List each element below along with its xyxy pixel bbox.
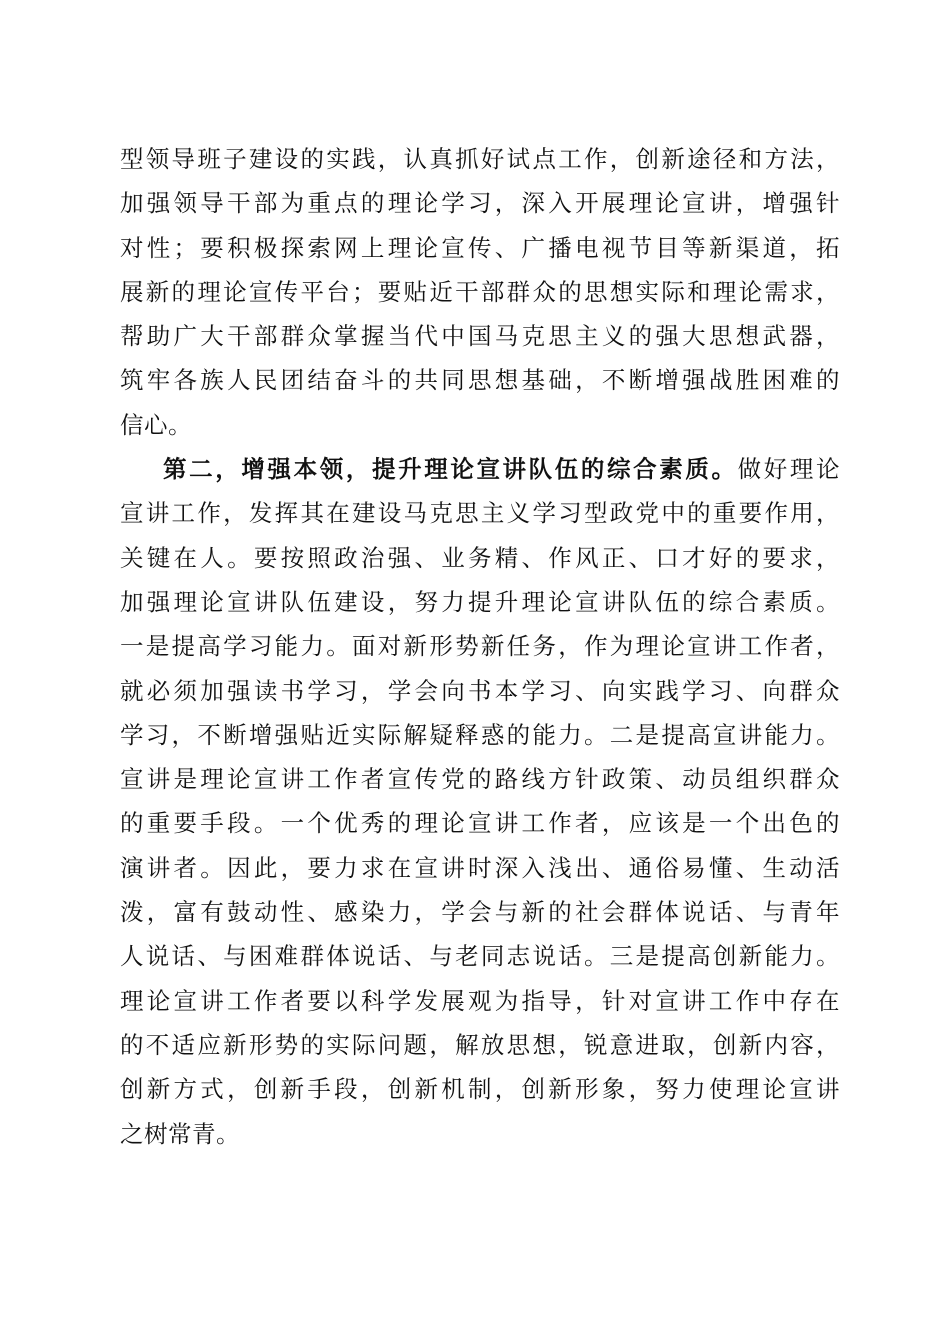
text-line: 信心。 xyxy=(120,410,192,439)
text-line: 关键在人。要按照政治强、业务精、作风正、口才好的要求， xyxy=(120,543,840,572)
text-line: 泼，富有鼓动性、感染力，学会与新的社会群体说话、与青年 xyxy=(120,898,840,927)
text-line: 宣讲是理论宣讲工作者宣传党的路线方针政策、动员组织群众 xyxy=(120,765,840,794)
text-line: 帮助广大干部群众掌握当代中国马克思主义的强大思想武器， xyxy=(120,322,840,351)
body-text xyxy=(120,137,840,1156)
text-line: 对性；要积极探索网上理论宣传、广播电视节目等新渠道，拓 xyxy=(120,233,840,262)
text-line: 筑牢各族人民团结奋斗的共同思想基础，不断增强战胜困难的 xyxy=(120,366,840,395)
text-line: 宣讲工作，发挥其在建设马克思主义学习型政党中的重要作用， xyxy=(120,499,840,528)
text-line: 加强理论宣讲队伍建设，努力提升理论宣讲队伍的综合素质。 xyxy=(120,587,840,616)
text-line: 展新的理论宣传平台；要贴近干部群众的思想实际和理论需求， xyxy=(120,277,840,306)
text-line: 的重要手段。一个优秀的理论宣讲工作者，应该是一个出色的 xyxy=(120,809,840,838)
text-line: 型领导班子建设的实践，认真抓好试点工作，创新途径和方法， xyxy=(120,145,840,173)
text-line: 人说话、与困难群体说话、与老同志说话。三是提高创新能力。 xyxy=(120,942,840,971)
section-heading-line xyxy=(120,447,840,491)
text-line: 的不适应新形势的实际问题，解放思想，锐意进取，创新内容， xyxy=(120,1030,840,1059)
section-heading: 第二，增强本领，提升理论宣讲队伍的综合素质。 xyxy=(163,455,738,484)
text-line: 就必须加强读书学习，学会向书本学习、向实践学习、向群众 xyxy=(120,676,840,705)
text-line: 理论宣讲工作者要以科学发展观为指导，针对宣讲工作中存在 xyxy=(120,986,840,1015)
text-line: 之树常青。 xyxy=(120,1119,240,1148)
text-line: 创新方式，创新手段，创新机制，创新形象，努力使理论宣讲 xyxy=(120,1075,840,1104)
text-line: 学习，不断增强贴近实际解疑释惑的能力。二是提高宣讲能力。 xyxy=(120,720,840,749)
text-line: 演讲者。因此，要力求在宣讲时深入浅出、通俗易懂、生动活 xyxy=(120,853,840,882)
section-heading-tail: 做好理论 xyxy=(737,455,841,484)
text-line: 加强领导干部为重点的理论学习，深入开展理论宣讲，增强针 xyxy=(120,189,840,218)
text-line: 一是提高学习能力。面对新形势新任务，作为理论宣讲工作者， xyxy=(120,632,840,661)
